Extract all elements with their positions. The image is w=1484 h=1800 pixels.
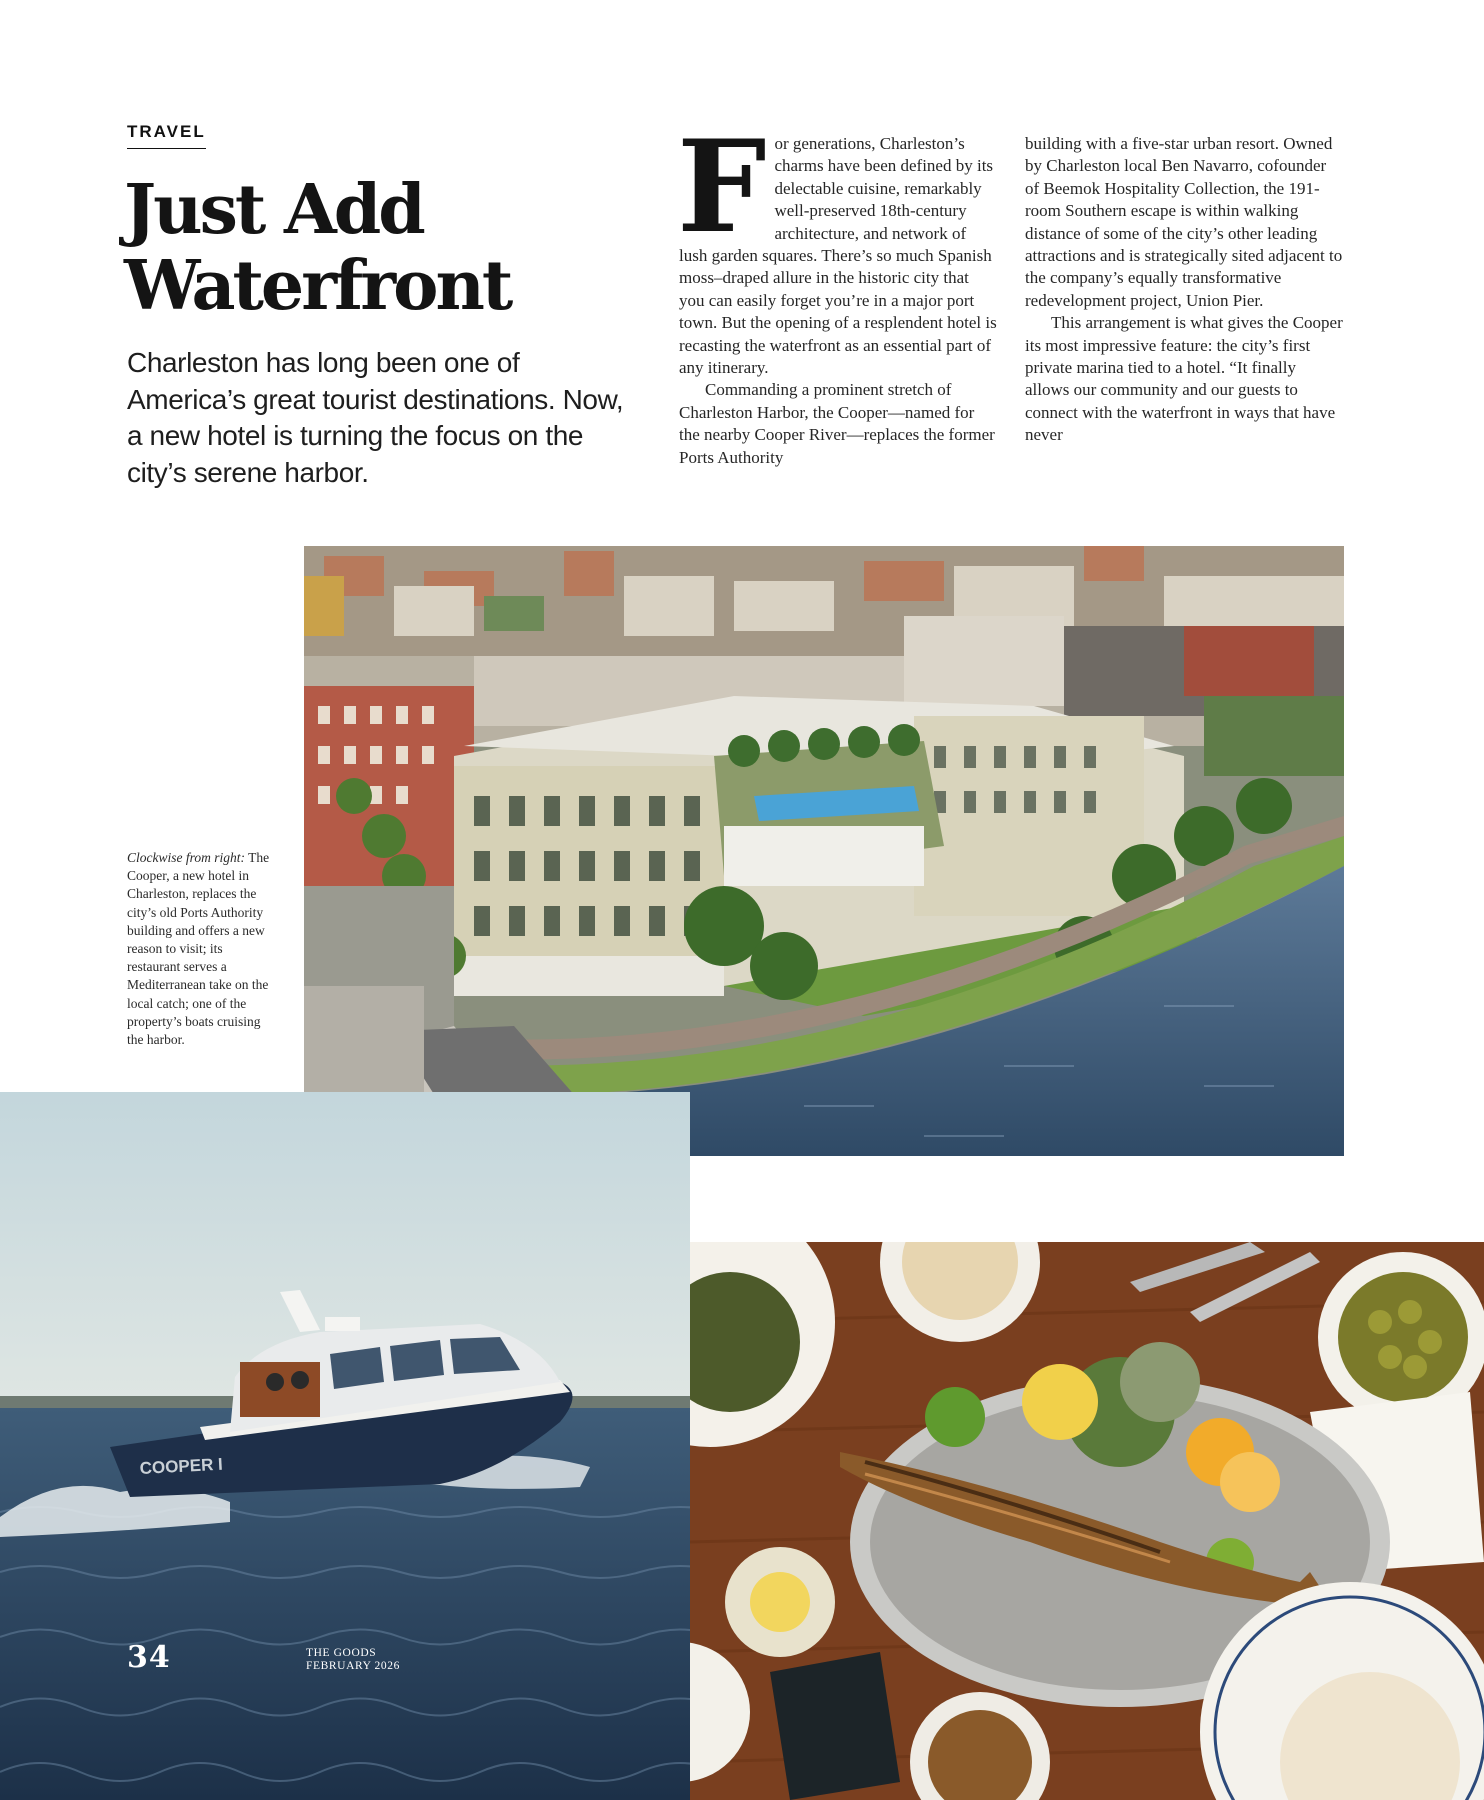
article-column-1: [677, 113, 997, 493]
publication-name: THE GOODS: [306, 1647, 377, 1659]
drop-cap: F: [677, 113, 767, 261]
article-paragraph: This arrangement is what gives the Cooper its most impressive feature: the city’s first private marina tied to a hotel. “It finally allows our community and our guests to connect with the waterfront in ways that have never: [1025, 313, 1343, 445]
caption-lead: Clockwise from right:: [127, 850, 245, 865]
page-number: 34: [127, 1640, 171, 1675]
food-photo: [690, 1242, 1484, 1800]
article-text: or generations, Charleston’s charms have been defined by its delectable cuisine, remarkably well-preserved 18th-century architecture, and network of lush garden squares. There’s so much Spanish moss–draped allure in the historic city that you can easily forget you’re in a major port town. But the opening of a resplendent hotel is recasting the waterfront as an essential part of any itinerary.: [679, 134, 997, 378]
article-column-2: [1025, 133, 1343, 493]
headline-line-1: Just Add: [124, 170, 423, 250]
issue-date: FEBRUARY 2026: [306, 1660, 400, 1672]
boat-name: COOPER I: [139, 1454, 224, 1478]
headline-line-2: Waterfront: [124, 246, 511, 326]
headline: [124, 172, 644, 324]
folio-publication: [306, 1647, 400, 1673]
article-paragraph: [677, 113, 997, 379]
hotel-aerial-photo: [304, 546, 1344, 1156]
article-paragraph: Commanding a prominent stretch of Charleston Harbor, the Cooper—named for the nearby Cooper River—replaces the former Ports Authority: [679, 380, 995, 467]
caption-text: The Cooper, a new hotel in Charleston, replaces the city’s old Ports Authority building and offers a new reason to visit; its restaurant serves a Mediterranean take on the local catch; one of the property’s boats cruising the harbor.: [127, 850, 270, 1048]
photo-caption: [127, 849, 279, 1049]
dek: Charleston has long been one of America’s great tourist destinations. Now, a new hotel is turning the focus on the city’s serene harbor.: [127, 347, 624, 488]
article-paragraph: building with a five-star urban resort. Owned by Charleston local Ben Navarro, cofounder of Beemok Hospitality Collection, the 191-room Southern escape is within walking distance of some of the city’s other leading attractions and is strategically sited adjacent to the company’s equally transformative redevelopment project, Union Pier.: [1025, 134, 1343, 310]
boat-photo: [0, 1092, 690, 1800]
section-label: TRAVEL: [127, 122, 206, 149]
